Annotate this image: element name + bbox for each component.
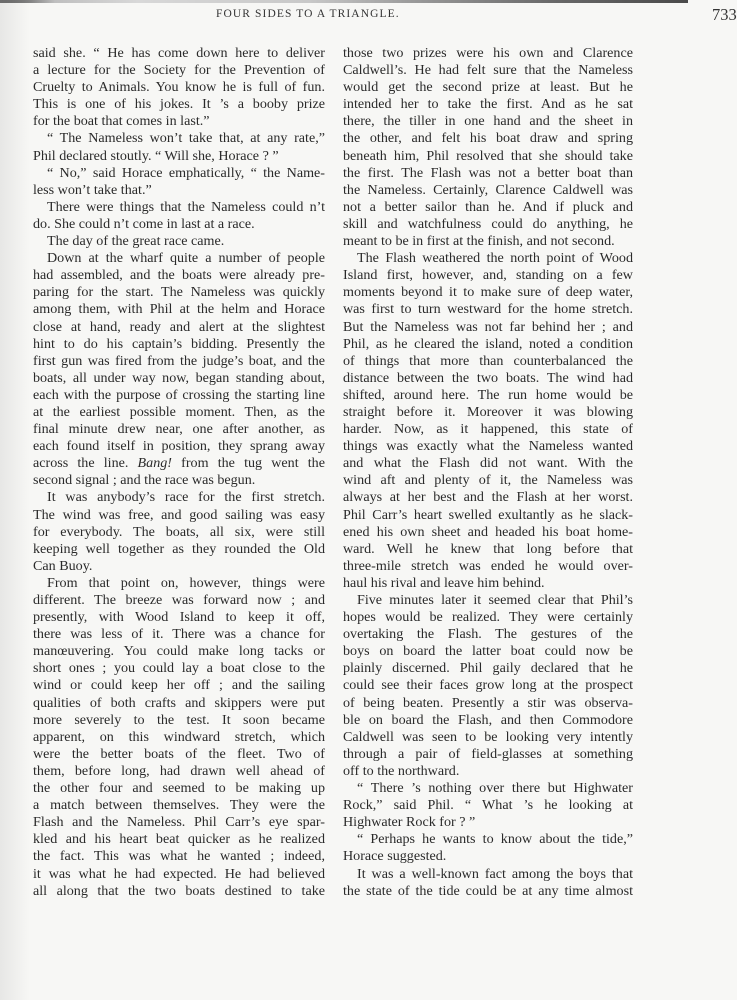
text-line: there, the tiller in one hand and the sheet in (343, 113, 633, 130)
text-line: the fact. This was what he wanted ; indeed, (33, 848, 325, 865)
text-line: Caldwell was seen to be looking very intently (343, 728, 633, 745)
running-header (0, 5, 737, 28)
text-line: It was anybody’s race for the first stretch. (47, 489, 325, 506)
text-line: paring for the start. The Nameless was quickly (33, 284, 325, 301)
text-line: “ Perhaps he wants to know about the tide,” (357, 831, 633, 848)
text-line: Phil declared stoutly. “ Will she, Horace ? ” (33, 147, 279, 164)
text-line: were the better boats of the fleet. Two of (33, 745, 325, 762)
text-line: among them, with Phil at the helm and Horace (33, 301, 325, 318)
text-line: for the boat that comes in last.” (33, 113, 210, 130)
text-line: always at her best and the Flash at her worst. (343, 489, 633, 506)
text-line: first gun was fired from the judge’s boat, and the (33, 352, 325, 369)
text-line: was first to turn westward for the home stretch. (343, 301, 633, 318)
text-line: It was a well-known fact among the boys that (357, 865, 633, 882)
text-line: three-mile stretch was ended he would over- (343, 557, 633, 574)
text-line: through a pair of field-glasses at something (343, 745, 633, 762)
text-line: This is one of his jokes. It ’s a booby prize (33, 96, 325, 113)
text-line: could see their faces grow long at the prospect (343, 677, 633, 694)
text-line: Cruelty to Animals. You know he is full of fun. (33, 79, 325, 96)
text-line: boys on board the latter boat could now be (343, 643, 633, 660)
text-line: for everybody. The boats, all six, were still (33, 523, 325, 540)
scan-top-edge (0, 0, 688, 3)
text-line: haul his rival and leave him behind. (343, 574, 545, 591)
text-line: a lecture for the Society for the Prevention of (33, 62, 325, 79)
text-line: The Flash weathered the north point of Wood (357, 250, 633, 267)
text-line: From that point on, however, things were (47, 574, 325, 591)
text-line: ble on board the Flash, and then Commodore (343, 711, 633, 728)
text-line: plainly discerned. Phil gaily declared that he (343, 660, 633, 677)
text-line: There were things that the Nameless could n’t (47, 198, 325, 215)
text-line: Highwater Rock for ? ” (343, 814, 476, 831)
text-line-with-italic (33, 455, 325, 472)
text-line: second signal ; and the race was begun. (33, 472, 256, 489)
running-title: FOUR SIDES TO A TRIANGLE. (216, 8, 400, 20)
text-line: do. She could n’t come in last at a race. (33, 215, 255, 232)
text-line: distance between the two boats. The wind had (343, 369, 633, 386)
text-line: boats, all under way now, began standing about, (33, 369, 325, 386)
text-line: But the Nameless was not far behind her ; and (343, 318, 633, 335)
text-line: would get the second prize at least. But he (343, 79, 633, 96)
text-line: shifted, around here. The run home would be (343, 386, 633, 403)
text-line: keeping well together as they rounded the Old (33, 540, 325, 557)
text-line: and what the Flash did not want. With the (343, 455, 633, 472)
text-line: each with the purpose of crossing the starting line (33, 386, 325, 403)
text-line: those two prizes were his own and Clarence (343, 45, 633, 61)
text-line: different. The breeze was forward now ; and (33, 592, 325, 608)
text-line: Down at the wharf quite a number of people (47, 250, 325, 267)
text-line: there was less of it. There was a chance for (33, 626, 325, 643)
text-line: Can Buoy. (33, 557, 93, 574)
scan-gutter-shadow (0, 0, 30, 1000)
text-line: meant to be in first at the finish, and not second. (343, 233, 615, 250)
text-line: said she. “ He has come down here to deliver (33, 45, 325, 61)
text-line: all along that the two boats destined to take (33, 882, 325, 899)
text-line: off to the northward. (343, 762, 460, 779)
text-line: Rock,” said Phil. “ What ’s he looking at (343, 797, 633, 814)
text-line: had assembled, and the boats were already pre- (33, 267, 325, 284)
text-line: “ There ’s nothing over there but Highwater (357, 780, 633, 797)
text-line: each found itself in position, they sprang away (33, 438, 325, 455)
text-line: Flash and the Nameless. Phil Carr’s eye spar- (33, 814, 325, 831)
text-line: the first. The Flash was not a better boat than (343, 164, 633, 181)
text-line: Caldwell’s. He had felt sure that the Nameless (343, 62, 633, 79)
text-line: The day of the great race came. (47, 233, 225, 250)
text-line: apparent, on this windward stretch, which (33, 728, 325, 745)
right-column (343, 45, 633, 900)
page-number: 733 (712, 5, 737, 24)
text-fragment: from the tug went the (181, 455, 325, 472)
text-line: ward. Well he knew that long before that (343, 540, 633, 557)
text-line: at the earliest possible moment. Then, as the (33, 403, 325, 420)
text-line: Island first, however, and, standing on a few (343, 267, 633, 284)
text-line: intended her to take the first. And as he sat (343, 96, 633, 113)
text-line: short ones ; you could lay a boat close to the (33, 660, 325, 677)
text-line: Horace suggested. (343, 848, 447, 865)
text-line: beneath him, Phil resolved that she should take (343, 147, 633, 164)
text-line: ened his own sheet and headed his boat home- (343, 523, 633, 540)
text-line: it was what he had expected. He had believed (33, 865, 325, 882)
text-line: wind aft and plenty of it, the Nameless was (343, 472, 633, 489)
text-line: final minute drew near, one after another, as (33, 421, 325, 438)
text-line: Five minutes later it seemed clear that Phil’s (357, 592, 633, 608)
text-line: skill and watchfulness could do anything, he (343, 215, 633, 232)
text-line: hint to do his captain’s bidding. Presently the (33, 335, 325, 352)
text-line: “ No,” said Horace emphatically, “ the Name- (47, 164, 325, 181)
text-line: the other four and seemed to be making up (33, 780, 325, 797)
text-line: the state of the tide could be at any time almost (343, 882, 633, 899)
text-line: hopes would be realized. They were certainly (343, 609, 633, 626)
italic-exclamation: Bang! (137, 455, 172, 472)
text-line: The wind was free, and good sailing was easy (33, 506, 325, 523)
text-line: overtaking the Flash. The gestures of the (343, 626, 633, 643)
text-line: of being beaten. Presently a stir was observa- (343, 694, 633, 711)
text-line: them, before long, had drawn well ahead of (33, 762, 325, 779)
text-line: close at hand, ready and alert at the slightest (33, 318, 325, 335)
text-fragment: across the line. (33, 455, 129, 472)
text-line: Phil, as he cleared the island, noted a condition (343, 335, 633, 352)
text-line: things was exactly what the Nameless wanted (343, 438, 633, 455)
text-line: of things that more than counterbalanced the (343, 352, 633, 369)
text-line: the Nameless. Certainly, Clarence Caldwell was (343, 181, 633, 198)
text-line: the other, and felt his boat draw and spring (343, 130, 633, 147)
text-line: kled and his heart beat quicker as he realized (33, 831, 325, 848)
text-line: a match between themselves. They were the (33, 797, 325, 814)
text-line: less won’t take that.” (33, 181, 152, 198)
text-line: qualities of both crafts and skippers were put (33, 694, 325, 711)
text-line: presently, with Wood Island to keep it off, (33, 609, 325, 626)
text-line: wind or could keep her off ; and the sailing (33, 677, 325, 694)
text-line: harder. Now, as it happened, this state of (343, 421, 633, 438)
text-line: not a better sailor than he. And if pluck and (343, 198, 633, 215)
text-line: manœuvering. You could make long tacks or (33, 643, 325, 660)
text-line: moments beyond it to make sure of deep water, (343, 284, 633, 301)
text-line: more severely to the test. It soon became (33, 711, 325, 728)
text-line: Phil Carr’s heart swelled exultantly as he slack- (343, 506, 633, 523)
text-line: “ The Nameless won’t take that, at any rate,” (47, 130, 325, 147)
left-column (33, 45, 325, 900)
text-line: straight before it. Moreover it was blowing (343, 403, 633, 420)
